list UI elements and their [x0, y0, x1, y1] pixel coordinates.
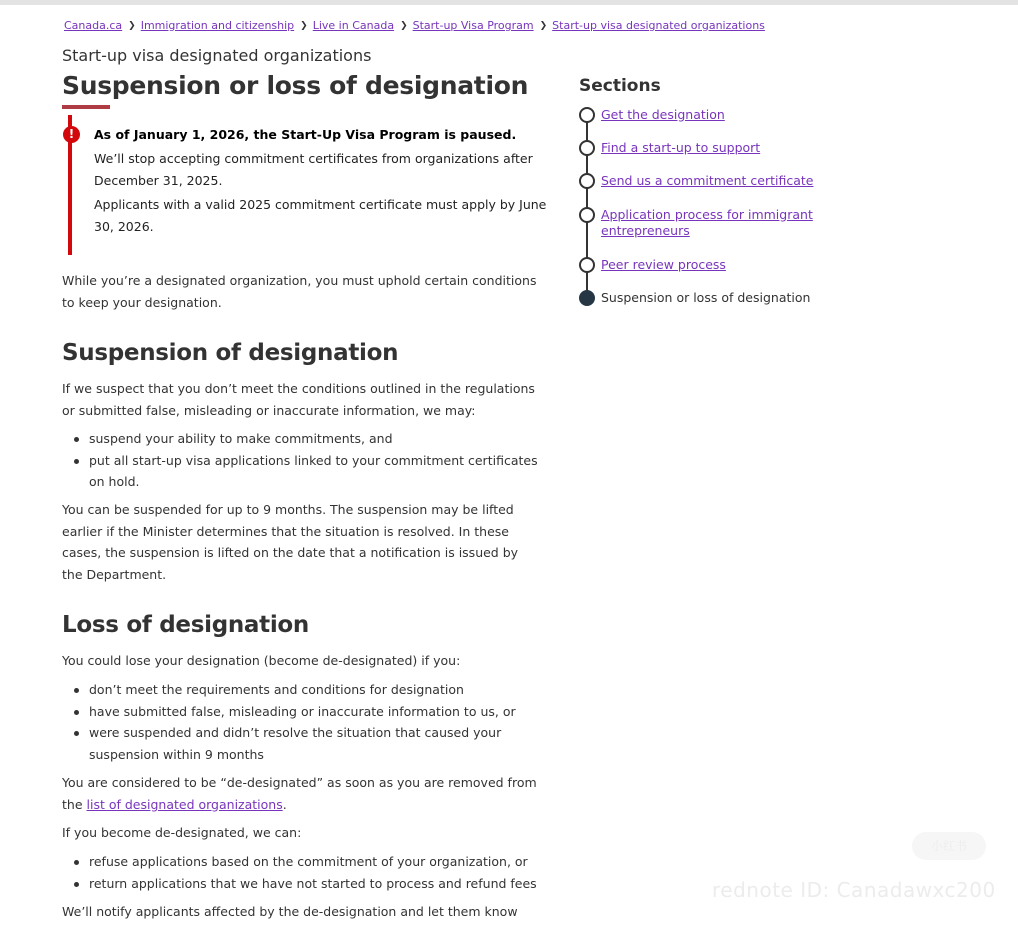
breadcrumb: [64, 19, 765, 32]
suspension-paragraph-2: You can be suspended for up to 9 months. The suspension may be lifted earlier if the Minister determines that the situation is resolved. In these cases, the suspension is lifted on the date that a notification is issued by the Department.: [62, 502, 519, 582]
loss-paragraph-4: We’ll notify applicants affected by the de-designation and let them know: [62, 904, 518, 919]
filled-circle-icon: [579, 290, 595, 306]
alert-line: Applicants with a valid 2025 commitment certificate must apply by June 30, 2026.: [94, 197, 547, 234]
circle-icon: [579, 257, 595, 273]
list-item: have submitted false, misleading or inaccurate information to us, or: [62, 701, 542, 723]
title-underline: [62, 105, 110, 109]
circle-icon: [579, 207, 595, 223]
circle-icon: [579, 173, 595, 189]
suspension-list: [62, 428, 542, 493]
breadcrumb-designated-orgs[interactable]: Start-up visa designated organizations: [552, 19, 765, 32]
list-item: return applications that we have not started to process and refund fees: [62, 873, 542, 895]
section-item-application-process[interactable]: [579, 207, 826, 239]
exclamation-icon: !: [63, 126, 80, 143]
loss-heading: Loss of designation: [62, 612, 310, 638]
loss-consequences-list: [62, 851, 542, 894]
circle-icon: [579, 107, 595, 123]
breadcrumb-immigration[interactable]: Immigration and citizenship: [140, 19, 295, 32]
breadcrumb-startup-visa[interactable]: Start-up Visa Program: [412, 19, 534, 32]
breadcrumb-live-in-canada[interactable]: Live in Canada: [312, 19, 395, 32]
list-item: refuse applications based on the commitment of your organization, or: [62, 851, 542, 873]
intro-paragraph: While you’re a designated organization, you must uphold certain conditions to keep your designation.: [62, 273, 537, 310]
section-link[interactable]: Find a start-up to support: [601, 140, 761, 155]
section-item-find-startup[interactable]: [579, 140, 826, 156]
list-item: suspend your ability to make commitments, and: [62, 428, 542, 450]
section-current-label: Suspension or loss of designation: [601, 290, 811, 305]
suspension-paragraph: If we suspect that you don’t meet the conditions outlined in the regulations or submitted false, misleading or inaccurate information, we may:: [62, 381, 535, 418]
suspension-heading: Suspension of designation: [62, 340, 399, 366]
chevron-right-icon: ❯: [300, 20, 308, 31]
chevron-right-icon: ❯: [400, 20, 408, 31]
loss-paragraph-2-text: You are considered to be “de-designated” as soon as you are removed from the: [62, 775, 537, 812]
watermark: rednote ID: Canadawxc200: [712, 878, 996, 902]
loss-paragraph-2-end: .: [282, 796, 287, 812]
circle-icon: [579, 140, 595, 156]
section-link[interactable]: Application process for immigrant entrepreneurs: [601, 207, 813, 238]
alert-line: We’ll stop accepting commitment certificates from organizations after December 31, 2025.: [94, 151, 533, 188]
page-subtitle: Start-up visa designated organizations: [62, 46, 372, 65]
section-item-suspension-current: [579, 290, 826, 306]
list-item: were suspended and didn’t resolve the situation that caused your suspension within 9 months: [62, 722, 542, 765]
sections-heading: Sections: [579, 76, 661, 96]
top-rule: [0, 0, 1018, 5]
loss-paragraph: You could lose your designation (become de-designated) if you:: [62, 653, 461, 668]
loss-paragraph-3: If you become de-designated, we can:: [62, 825, 302, 840]
chevron-right-icon: ❯: [128, 20, 136, 31]
page-title: Suspension or loss of designation: [62, 71, 529, 100]
section-link[interactable]: Send us a commitment certificate: [601, 173, 814, 188]
section-item-peer-review[interactable]: [579, 257, 826, 273]
breadcrumb-canada-ca[interactable]: Canada.ca: [64, 19, 123, 32]
section-item-commitment-certificate[interactable]: [579, 173, 826, 189]
list-item: put all start-up visa applications linked to your commitment certificates on hold.: [62, 450, 542, 493]
list-item: don’t meet the requirements and conditions for designation: [62, 679, 542, 701]
alert-heading: As of January 1, 2026, the Start-Up Visa Program is paused.: [94, 127, 517, 142]
section-item-get-designation[interactable]: [579, 107, 826, 123]
chevron-right-icon: ❯: [539, 20, 548, 31]
loss-paragraph-2: [62, 772, 542, 815]
section-link[interactable]: Peer review process: [601, 257, 726, 272]
section-link[interactable]: Get the designation: [601, 107, 725, 122]
watermark-badge: 小红书: [912, 832, 986, 860]
loss-list: [62, 679, 542, 765]
alert-box: [68, 115, 563, 255]
designated-orgs-link[interactable]: list of designated organizations: [86, 796, 283, 812]
